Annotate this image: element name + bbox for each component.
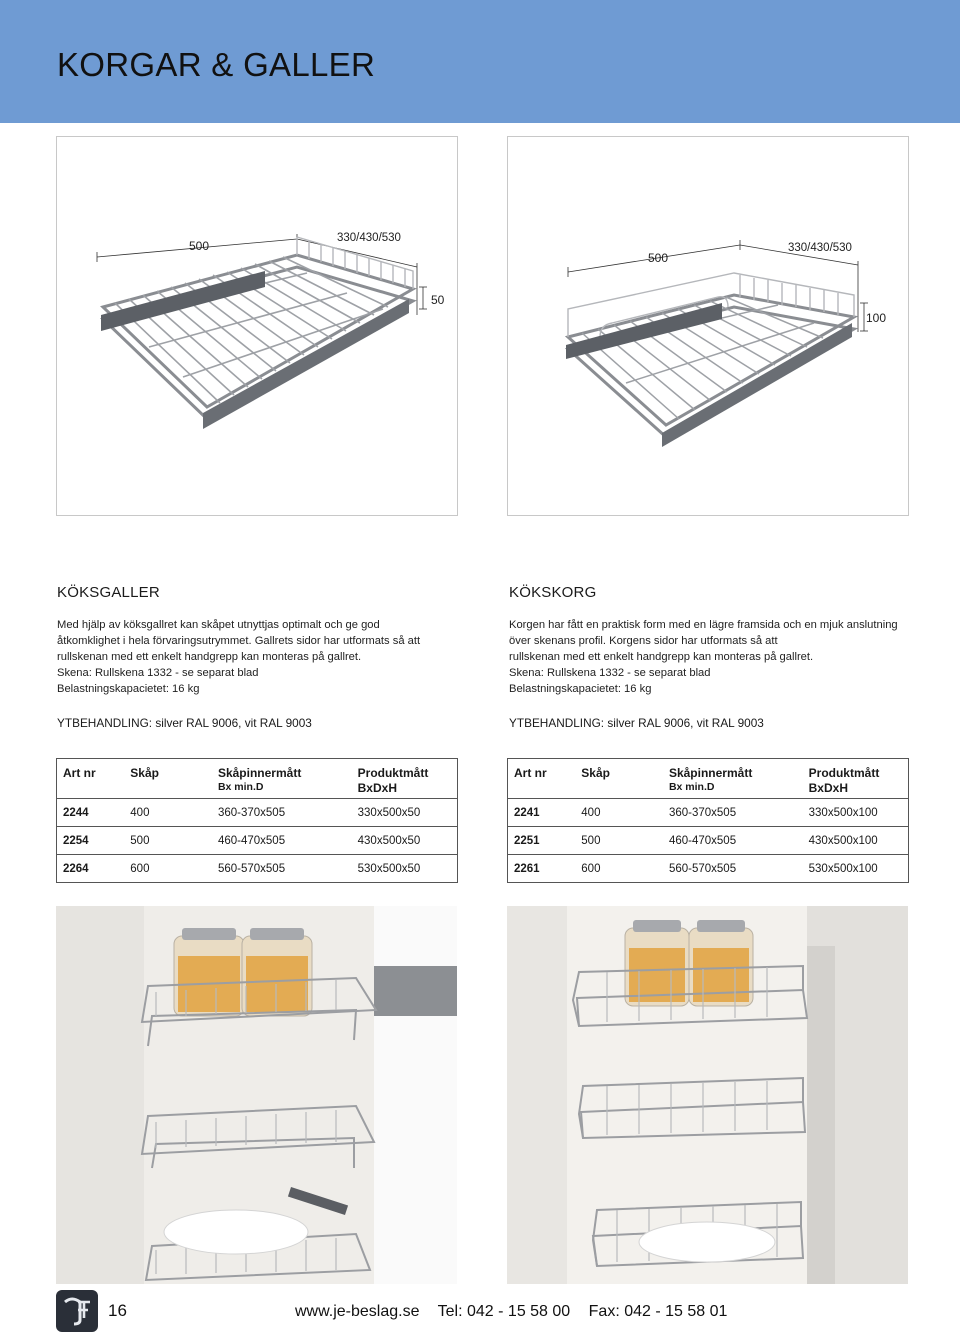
dim-height-label: 50 bbox=[431, 293, 445, 307]
korg-desc-line: Korgen har fått en praktisk form med en lägre framsida och en mjuk anslutning bbox=[509, 619, 898, 631]
korg-desc-line: Belastningskapacietet: 16 kg bbox=[509, 683, 652, 695]
col-product: Produktmått BxDxH bbox=[352, 759, 458, 799]
table-row: 2264 600 560-570x505 530x500x50 bbox=[57, 855, 458, 883]
page-title: KORGAR & GALLER bbox=[57, 46, 376, 83]
col-skap: Skåp bbox=[575, 759, 663, 799]
dim-width-label: 500 bbox=[648, 251, 669, 265]
korg-diagram bbox=[507, 136, 909, 516]
korg-desc-line: Skena: Rullskena 1332 - se separat blad bbox=[509, 667, 711, 679]
table-header-row bbox=[508, 759, 909, 799]
col-art: Art nr bbox=[57, 759, 125, 799]
col-inner: Skåpinnermått Bx min.D bbox=[663, 759, 803, 799]
page-header bbox=[0, 0, 960, 123]
korg-title: KÖKSKORG bbox=[509, 584, 597, 601]
fax-number: Fax: 042 - 15 58 01 bbox=[588, 1303, 728, 1320]
dim-height-label: 100 bbox=[866, 311, 887, 325]
galler-finish: YTBEHANDLING: silver RAL 9006, vit RAL 9003 bbox=[57, 716, 312, 730]
col-skap: Skåp bbox=[124, 759, 212, 799]
page-footer bbox=[0, 1290, 960, 1334]
galler-section bbox=[57, 584, 457, 730]
korg-photo bbox=[507, 906, 908, 1284]
website-link[interactable]: www.je-beslag.se bbox=[295, 1303, 420, 1320]
contact-info bbox=[295, 1303, 741, 1321]
table-row: 2241 400 360-370x505 330x500x100 bbox=[508, 799, 909, 827]
phone-number: Tel: 042 - 15 58 00 bbox=[437, 1303, 571, 1320]
korg-section bbox=[509, 584, 909, 730]
korg-finish: YTBEHANDLING: silver RAL 9006, vit RAL 9003 bbox=[509, 716, 764, 730]
galler-title: KÖKSGALLER bbox=[57, 584, 160, 601]
company-logo bbox=[56, 1290, 98, 1332]
galler-desc-line: åtkomklighet i hela förvaringsutrymmet. Gallrets sidor har utformats så att bbox=[57, 635, 421, 647]
dim-width-label: 500 bbox=[189, 239, 210, 253]
galler-diagram bbox=[56, 136, 458, 516]
galler-desc-line: rullskenan med ett enkelt handgrepp kan monteras på gallret. bbox=[57, 651, 362, 663]
galler-desc-line: Belastningskapacietet: 16 kg bbox=[57, 683, 200, 695]
galler-photo bbox=[56, 906, 457, 1284]
dim-depth-label: 330/430/530 bbox=[788, 242, 852, 254]
galler-spec-table bbox=[56, 758, 458, 883]
korg-desc-line: rullskenan med ett enkelt handgrepp kan monteras på gallret. bbox=[509, 651, 814, 663]
col-product: Produktmått BxDxH bbox=[803, 759, 909, 799]
dim-depth-label: 330/430/530 bbox=[337, 232, 401, 244]
table-header-row bbox=[57, 759, 458, 799]
galler-desc-line: Med hjälp av köksgallret kan skåpet utnyttjas optimalt och ge god bbox=[57, 619, 380, 631]
col-art: Art nr bbox=[508, 759, 576, 799]
korg-desc-line: över skenans profil. Korgens sidor har utformats så att bbox=[509, 635, 778, 647]
table-row: 2251 500 460-470x505 430x500x100 bbox=[508, 827, 909, 855]
table-row: 2244 400 360-370x505 330x500x50 bbox=[57, 799, 458, 827]
page-number: 16 bbox=[108, 1301, 127, 1320]
col-inner: Skåpinnermått Bx min.D bbox=[212, 759, 352, 799]
table-row: 2254 500 460-470x505 430x500x50 bbox=[57, 827, 458, 855]
korg-spec-table bbox=[507, 758, 909, 883]
galler-desc-line: Skena: Rullskena 1332 - se separat blad bbox=[57, 667, 259, 679]
table-row: 2261 600 560-570x505 530x500x100 bbox=[508, 855, 909, 883]
